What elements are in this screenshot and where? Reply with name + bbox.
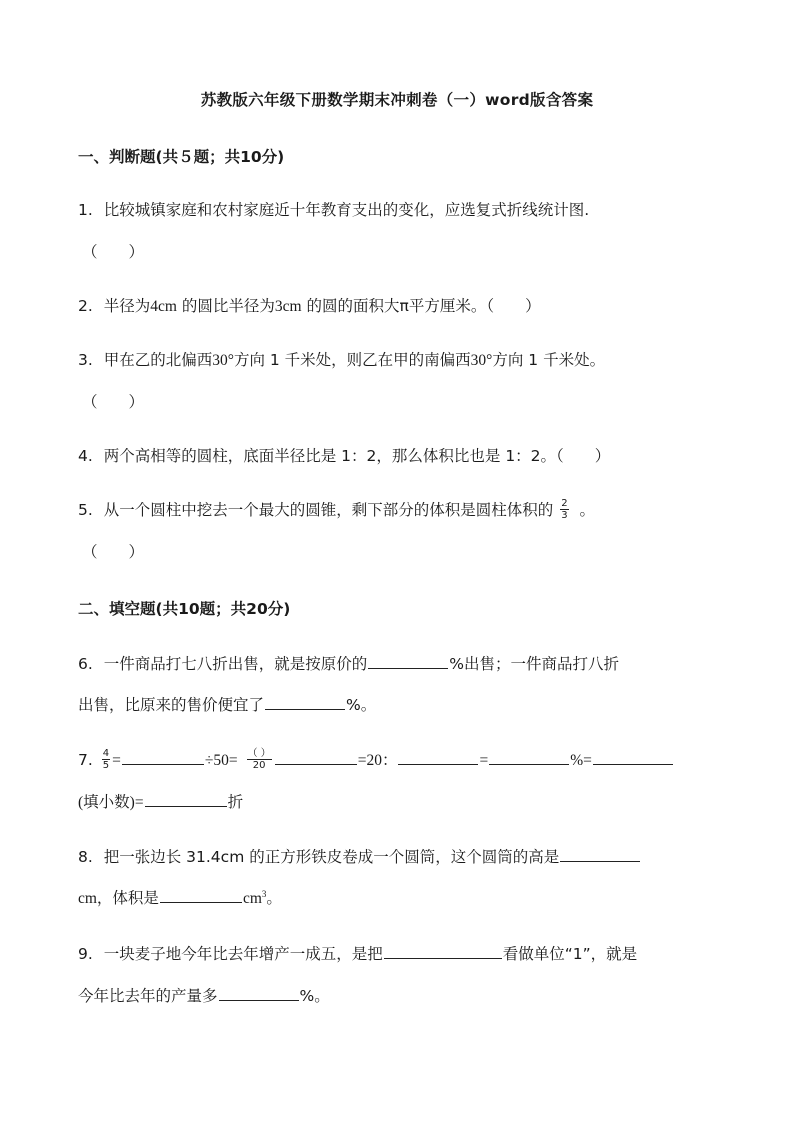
question-3 [78,348,605,370]
question-8 [78,845,641,867]
divide-50: ÷50= [204,752,238,769]
answer-blank[interactable] [145,790,227,807]
decimal-label: (填小数)= [78,794,144,811]
question-number: 2. [78,297,93,315]
answer-paren-3: （ ） [82,393,145,411]
question-number: 6. [78,655,93,673]
percent-equals: %= [570,752,592,769]
answer-blank[interactable] [265,693,345,710]
answer-blank[interactable] [489,748,569,765]
equals-sign: = [112,752,121,769]
answer-paren-5: （ ） [82,543,145,561]
question-9-line-2 [78,984,330,1006]
fraction-over-20 [247,748,272,771]
angle-2: 30° [470,352,493,369]
question-text-d: %。 [299,987,330,1005]
answer-blank[interactable] [275,748,357,765]
radius-1: 4cm [150,298,177,315]
question-number: 4. [78,447,93,465]
question-number: 7. [78,751,93,769]
unit-cm: cm [242,890,262,907]
question-text-a: 一件商品打七八折出售，就是按原价的 [103,655,368,673]
question-text-b: 看做单位“1”，就是 [502,945,638,963]
question-text-a: cm，体积是 [78,890,159,907]
question-number: 1. [78,201,93,219]
question-text-b: %出售；一件商品打八折 [449,655,619,673]
question-number: 9. [78,945,93,963]
question-text: 比较城镇家庭和农村家庭近十年教育支出的变化，应选复式折线统计图. [103,201,590,219]
section-1-heading: 一、判断题(共５题；共10分) [78,148,285,166]
fraction-denominator: 5 [102,760,110,771]
question-number: 5. [78,501,93,519]
fraction-numerator: 4 [102,748,110,759]
question-2 [78,294,541,316]
answer-blank[interactable] [219,984,299,1001]
fraction-numerator: （ ） [247,748,271,759]
fraction-numerator: 2 [561,498,568,509]
fraction-four-fifths [102,748,110,771]
answer-blank[interactable] [122,748,204,765]
page-title: 苏教版六年级下册数学期末冲刺卷（一）word版含答案 [200,91,594,109]
question-5 [78,498,595,522]
answer-blank[interactable] [593,748,673,765]
question-text: 把一张边长 31.4cm 的正方形铁皮卷成一个圆筒，这个圆筒的高是 [103,848,560,866]
question-text-a: 一块麦子地今年比去年增产一成五，是把 [103,945,383,963]
discount-label: 折 [227,793,244,811]
answer-blank[interactable] [398,748,478,765]
question-text-c: 今年比去年的产量多 [78,987,218,1005]
question-text-c: 方向 1 千米处。 [492,351,606,369]
question-text-b: 。 [579,501,596,519]
answer-paren-1: （ ） [82,243,145,261]
question-text-a: 甲在乙的北偏西 [103,351,213,369]
question-6-line-2 [78,693,376,715]
question-4 [78,444,610,466]
angle-1: 30° [212,352,234,369]
question-8-line-2 [78,886,282,908]
radius-2: 3cm [274,298,302,315]
equals-sign: = [479,752,489,769]
question-1 [78,198,589,220]
question-text-b: 方向 1 千米处，则乙在甲的南偏西 [233,351,471,369]
fraction-two-thirds [560,498,568,521]
answer-blank[interactable] [560,845,640,862]
fraction-denominator: 20 [252,760,266,771]
question-text-c: 出售，比原来的售价便宜了 [78,696,265,714]
question-text-b: 的圆比半径为 [181,297,275,315]
question-number: 3. [78,351,93,369]
question-7-line-2 [78,790,243,812]
question-text: 两个高相等的圆柱，底面半径比是 1：2，那么体积比也是 1：2。（ ） [103,447,611,465]
ratio-20: =20： [357,752,398,769]
question-text-d: %。 [346,696,377,714]
answer-blank[interactable] [368,652,448,669]
question-6 [78,652,619,674]
answer-blank[interactable] [384,942,502,959]
question-9 [78,942,637,964]
question-text-c: 。 [266,889,282,907]
question-text-a: 半径为 [103,297,151,315]
question-text-c: 的圆的面积大π平方厘米。（ ） [306,297,541,315]
question-text-a: 从一个圆柱中挖去一个最大的圆锥，剩下部分的体积是圆柱体积的 [103,501,554,519]
fraction-denominator: 3 [561,510,568,521]
answer-blank[interactable] [160,886,242,903]
unit-superscript: 3 [261,888,267,899]
section-2-heading: 二、填空题(共10题；共20分) [78,600,291,618]
question-number: 8. [78,848,93,866]
question-7 [78,748,674,772]
